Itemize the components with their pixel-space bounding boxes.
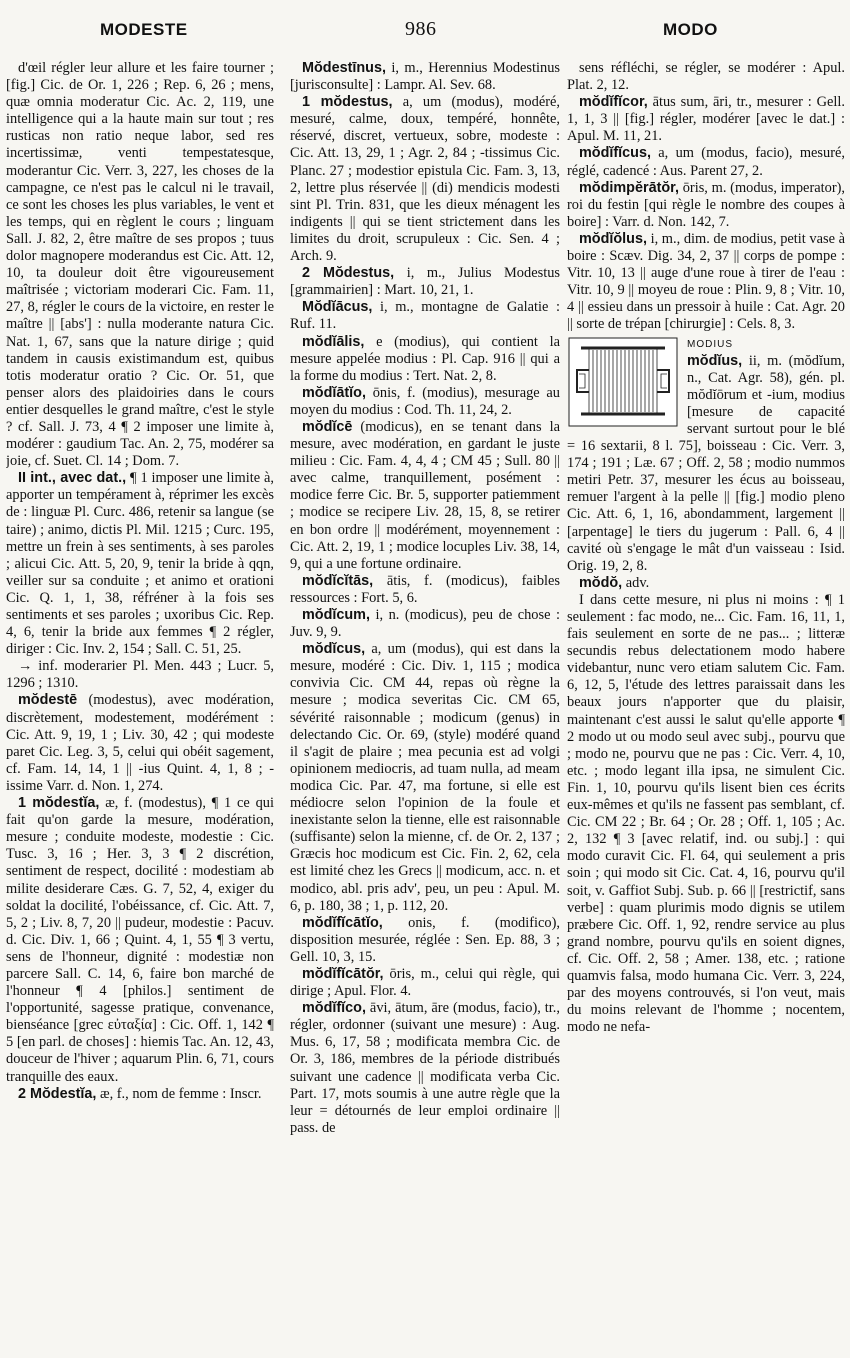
headword: mŏdĭfĭco, — [302, 1000, 366, 1017]
headword: mŏdĭcus, — [302, 641, 366, 658]
headword: mŏdĭŏlus, — [579, 230, 647, 247]
definition: ōnis, f. (modius), mesurage au moyen du modius : Cod. Th. 11, 24, 2. — [290, 384, 560, 418]
definition: æ, f. (modestus), ¶ 1 ce qui fait qu'on garde la mesure, modération, mesure ; conduite modeste, modestie : Cic. Tusc. 3, 16 ; Her. 3, 3 ¶ 2 discrétion, sentiment de respect, docilité : modestiam ab milite desiderare Cæs. G. 7, 52, 4, exiger du soldat la docilité, l'obéissance, cf. Cic. Att. 7, 5, 2 ; Liv. 8, 7, 20 || pudeur, modestie : Pacuv. d. Cic. Div. 1, 66 ; Quint. 4, 1, 55 ¶ 3 vertu, sens de l'honneur, dignité : modestiæ non parcere Sall. C. 14, 6, faire bon marché de l'honneur ¶ 4 [philos.] sentiment de l'opportunité, sagesse pratique, convenance, bienséance [grec εὐταξία] : Cic. Off. 1, 142 ¶ 5 [en parl. de choses] : hiemis Tac. An. 12, 43, douceur de l'hiver ; aquarum Plin. 6, 71, cours tranquille des eaux. — [6, 795, 274, 1085]
dictionary-entry — [290, 299, 560, 333]
dictionary-entry — [290, 966, 560, 1000]
dictionary-entry — [290, 265, 560, 299]
definition: a, um (modus), qui est dans la mesure, modéré : Cic. Div. 1, 115 ; modica convivia Cic. CM 44, repas où règne la mesure ; modica severitas Cic. CM 65, sévérité raisonnable ; modicum (genus) in delectando Cic. Or. 69, (style) modéré quand il s'agit de plaire ; mea pecunia est ad volgi opinionem mediocris, ad tuam nulla, ad meam modica Cic. Par. 47, ma fortune, si elle est médiocre selon l'opinion de la foule et inexistante selon la tienne, elle est raisonnable (suffisante) selon la mienne, cf. de Or. 2, 137 ; Græcis hoc modicum est Cic. Fin. 2, 62, cela est limité chez les Grecs || modicum, acc. n. et modico, abl. pris adv', peu, un peu : Apul. M. 6, p. 180, 38 ; 1, p. 112, 20. — [290, 641, 560, 914]
headword: mŏdĭālis, — [302, 333, 365, 350]
definition: a, um (modus, facio), mesuré, réglé, cadencé : Aus. Parent 27, 2. — [567, 145, 845, 179]
definition: æ, f., nom de femme : Inscr. — [96, 1085, 262, 1102]
definition: I dans cette mesure, ni plus ni moins : ¶ 1 seulement : fac modo, ne... Cic. Fam. 16, 11, 1, fais seulement en sorte de ne pas... ; litteræ secundis rebus delectationem modo habere videbantur, nunc vero etiam salutem Cic. Fam. 6, 12, 5, l'étude des lettres paraissait dans les beaux jours n'apporter que du plaisir, maintenant c'est aussi le salut qu'elle apporte ¶ 2 modo ut ou modo seul avec subj., pourvu que ; modo ne, pourvu que ne pas : Cic. Verr. 4, 10, etc. ; modo legant illa ipsa, ne simulent Cic. Fin. 1, 10, pourvu qu'ils lisent bien ces écrits eux-mêmes et qu'ils ne fassent pas semblant, cf. Cic. CM 22 ; Br. 64 ; Or. 28 ; Off. 1, 105 ; Ac. 2, 132 ¶ 3 [avec relatif, ind. ou subj.] : qui modo curavit Cic. Fl. 64, qui seulement a pris soin ; qui modo sit Cic. Cat. 4, 16, pourvu qu'il soit, v. Gaffiot Subj. Sub. p. 66 || [restrictif, sans verbe] : quam plurimis modo dignis se utilem præbere Cic. Off. 1, 92, rendre service au plus grand nombre, pourvu qu'ils en soient dignes, cf. Cic. Off. 2, 58 ; Amer. 138, etc. ; ratione quamvis falsa, modo humana Cic. Verr. 3, 224, par des moyens controuvés, si l'on veut, mais du moins relevant de l'homme ; nocentem, modo ne nefa- — [567, 591, 845, 1036]
definition: āvi, ātum, āre (modus, facio), tr., régler, ordonner (suivant une mesure) : Aug. Mus. 6, 17, 58 ; modificata membra Cic. de Or. 3, 186, membres de la période distribués suivant une cadence || modificata verba Cic. Part. 17, mots soumis à une autre règle que la leur = détournés de leur emploi ordinaire || pass. de — [290, 1000, 560, 1136]
dictionary-entry — [567, 592, 845, 1036]
column-3-entries-top — [567, 60, 845, 334]
definition: ii, m. (mŏdĭum, n., Cat. Agr. 58), gén. pl. mŏdĭōrum et -ium, modius [mesure de capacité servant surtout pour le blé = 16 sextarii, 8 l. 75], boisseau : Cic. Verr. 3, 174 ; 191 ; Læ. 67 ; Off. 2, 58 ; modio nummos metiri Petr. 37, mesurer les écus au boisseau, remuer l'argent à la pelle || [fig.] modio pleno Cic. Att. 6, 1, 16, abondamment, largement || [arpentage] le tiers du jugerum : Pall. 6, 4 || cavité où s'engage le mât d'un vaisseau : Isid. Orig. 19, 2, 8. — [567, 352, 845, 574]
headword: Mŏdĭācus, — [302, 299, 373, 316]
headword: 2 Mŏdestĭa, — [18, 1085, 97, 1102]
headword: mŏdĭfĭcātĭo, — [302, 914, 383, 931]
headword: mŏdĭus, — [687, 352, 743, 369]
definition: i, m., Herennius Modestinus [jurisconsulte] : Lampr. Al. Sev. 68. — [290, 60, 560, 94]
headword: mŏdestē — [18, 692, 78, 709]
definition: → inf. moderarier Pl. Men. 443 ; Lucr. 5, 1296 ; 1310. — [6, 658, 274, 692]
definition: i, m., dim. de modius, petit vase à boire : Scæv. Dig. 34, 2, 37 || corps de pompe : Vitr. 10, 13 || auge d'une roue à tirer de l'eau : Vitr. 10, 9 || moyeu de roue : Plin. 9, 8 ; Vitr. 10, 4 || essieu dans un pressoir à huile : Cat. Agr. 20 || sorte de trépan [chirurgie] : Cels. 8, 3. — [567, 230, 845, 333]
dictionary-entry — [6, 795, 274, 1086]
definition: ātus sum, āri, tr., mesurer : Gell. 1, 1, 3 || [fig.] régler, modérer [avec le dat.] : Apul. M. 11, 21. — [567, 94, 845, 145]
definition: onis, f. (modifico), disposition mesurée, réglée : Sen. Ep. 88, 3 ; Gell. 10, 3, 15. — [290, 914, 560, 965]
definition: i, n. (modicus), peu de chose : Juv. 9, 9. — [290, 607, 560, 641]
definition: i, m., Julius Modestus [grammairien] : Mart. 10, 21, 1. — [290, 265, 560, 299]
dictionary-entry — [6, 692, 274, 795]
headword: mŏdĭcē — [302, 418, 353, 435]
definition: e (modius), qui contient la mesure appelée modius : Pl. Cap. 916 || qui a la forme du modius : Tert. Nat. 2, 8. — [290, 333, 560, 384]
definition: i, m., montagne de Galatie : Ruf. 11. — [290, 299, 560, 333]
dictionary-entry — [567, 60, 845, 94]
headword: mŏdĭātĭo, — [302, 384, 366, 401]
headword: II int., avec dat., — [18, 470, 127, 487]
column-3-entries-bottom — [567, 575, 845, 1037]
dictionary-entry — [6, 60, 274, 470]
headword: mŏdimpĕrātŏr, — [579, 179, 679, 196]
headword: mŏdĭfĭcus, — [579, 145, 651, 162]
dictionary-entry — [290, 94, 560, 265]
dictionary-entry — [290, 334, 560, 385]
definition: ātis, f. (modicus), faibles ressources : Fort. 5, 6. — [290, 572, 560, 606]
column-2 — [290, 60, 560, 1350]
headword: 1 mŏdestĭa, — [18, 795, 100, 812]
column-1 — [6, 60, 274, 1350]
header-left-guideword: MODESTE — [100, 20, 188, 39]
modius-figure — [567, 336, 679, 428]
definition: ōris, m. (modus, imperator), roi du festin [qui règle le nombre des coupes à boire] : Varr. d. Non. 142, 7. — [567, 179, 845, 230]
headword: 2 Mŏdestus, — [302, 265, 395, 282]
dictionary-entry — [567, 180, 845, 231]
dictionary-entry — [290, 607, 560, 641]
definition: adv. — [622, 574, 650, 591]
page-header — [0, 0, 850, 48]
headword: mŏdŏ, — [579, 574, 623, 591]
dictionary-entry — [290, 1000, 560, 1137]
dictionary-entry — [6, 1086, 274, 1103]
definition: ¶ 1 imposer une limite à, apporter un tempérament à, réprimer les excès de : linguæ Pl. Curc. 486, retenir sa langue (se taire) ; animo, dictis Pl. Mil. 1215 ; Curc. 195, mettre un frein à ses sentiments, à ses paroles ; alicui Cic. Att. 5, 20, 9, tenir la bride à qqn, veiller sur sa conduite ; et animo et orationi Cic. Q. 1, 1, 38, réfréner à la fois ses sentiments et ses paroles ; uxoribus Cic. Rep. 4, 6, tenir la bride aux femmes ¶ 2 régler, diriger : Cic. Inv. 2, 154 ; Sall. C. 51, 25. — [6, 470, 274, 658]
dictionary-entry — [567, 94, 845, 145]
dictionary-entry — [6, 470, 274, 658]
definition: a, um (modus), modéré, mesuré, calme, doux, tempéré, honnête, réservé, discret, vertueux, sobre, modeste : Cic. Att. 13, 29, 1 ; Agr. 2, 84 ; -tissimus Cic. Planc. 27 ; modestior epistula Cic. Fam. 3, 13, 2, lettre plus réservée || (di) mendicis modesti sint Pl. Trin. 831, que les dieux ménagent les indigents || qui se tient strictement dans les limites du droit, scrupuleux : Cic. Sen. 4 ; Arch. 9. — [290, 94, 560, 265]
definition: sens réfléchi, se régler, se modérer : Apul. Plat. 2, 12. — [567, 60, 845, 94]
headword: mŏdĭfĭcātŏr, — [302, 965, 384, 982]
dictionary-entry — [567, 575, 845, 592]
headword: 1 mŏdestus, — [302, 94, 393, 111]
page-number: 986 — [405, 18, 437, 40]
modius-illustration — [567, 336, 679, 428]
dictionary-entry — [290, 60, 560, 94]
header-right-guideword: MODO — [663, 20, 718, 39]
dictionary-entry — [567, 231, 845, 334]
dictionary-entry — [290, 419, 560, 573]
dictionary-entry — [6, 658, 274, 692]
dictionary-entry — [567, 145, 845, 179]
headword: mŏdĭcum, — [302, 607, 370, 623]
definition: ōris, m., celui qui règle, qui dirige ; Apul. Flor. 4. — [290, 965, 560, 1000]
column-3 — [567, 60, 845, 1350]
dictionary-entry — [290, 915, 560, 966]
definition: d'œil régler leur allure et les faire tourner ; [fig.] Cic. de Or. 1, 226 ; Rep. 6, 26 ; mens, quæ omnia moderatur Cic. Ac. 2, 119, une intelligence qui a la haute main sur tout ; res rusticas non ratio neque labor, sed res incertissimæ, venti tempestatesque, moderantur Cic. Verr. 3, 227, les choses de la campagne, ce n'est pas le calcul ni le travail, ce sont les choses les plus variables, le vent et les temps, qui en règlent le cours ; linguam Sall. J. 82, 2, être maître de ses propos ; tuus dolor magnopere moderandus est Cic. Att. 12, 10, ta douleur doit être vigoureusement maîtrisée ; victoriam moderari Cic. Fam. 11, 27, 8, régler le cours de la victoire, en rester le maître || [abs'] : nulla moderante natura Cic. Nat. 1, 67, sans que la nature dirige ; quid tandem in causis existimandum est, quibus totis moderatur oratio ? Cic. Or. 51, que penser alors des plaidoiries dans le cours entier desquelles le grand maître, c'est le style ? cf. Sall. J. 73, 4 ¶ 2 imposer une limite à, modérer : gaudium Tac. An. 2, 75, modérer sa joie, cf. Suet. Cl. 14 ; Dom. 7. — [6, 60, 274, 470]
dictionary-entry — [290, 385, 560, 419]
modius-caption: MODIUS — [687, 338, 733, 350]
definition: (modestus), avec modération, discrètement, modestement, modérément : Cic. Att. 9, 19, 1 ; Liv. 30, 42 ; qui modeste paret Cic. Leg. 3, 5, celui qui obéit sagement, cf. Fam. 14, 14, 1 || -ius Quint. 4, 1, 8 ; -issime Varr. d. Non. 1, 274. — [6, 692, 274, 794]
dictionary-entry — [290, 573, 560, 607]
headword: Mŏdestīnus, — [302, 60, 386, 76]
headword: mŏdĭcĭtās, — [302, 572, 374, 589]
headword: mŏdĭfĭcor, — [579, 94, 648, 111]
dictionary-entry — [290, 641, 560, 915]
definition: (modicus), en se tenant dans la mesure, avec modération, en gardant le juste milieu : Cic. Fam. 4, 4, 4 ; CM 45 ; Sull. 80 || avec calme, tranquillement, posément : modice ferre Cic. Br. 5, supporter patiemment ; modice se recipere Liv. 28, 15, 8, se retirer en bon ordre || modérément, moyennement : Cic. Att. 2, 19, 1 ; modice locuples Liv. 38, 14, 9, qui a une fortune ordinaire. — [290, 418, 560, 572]
